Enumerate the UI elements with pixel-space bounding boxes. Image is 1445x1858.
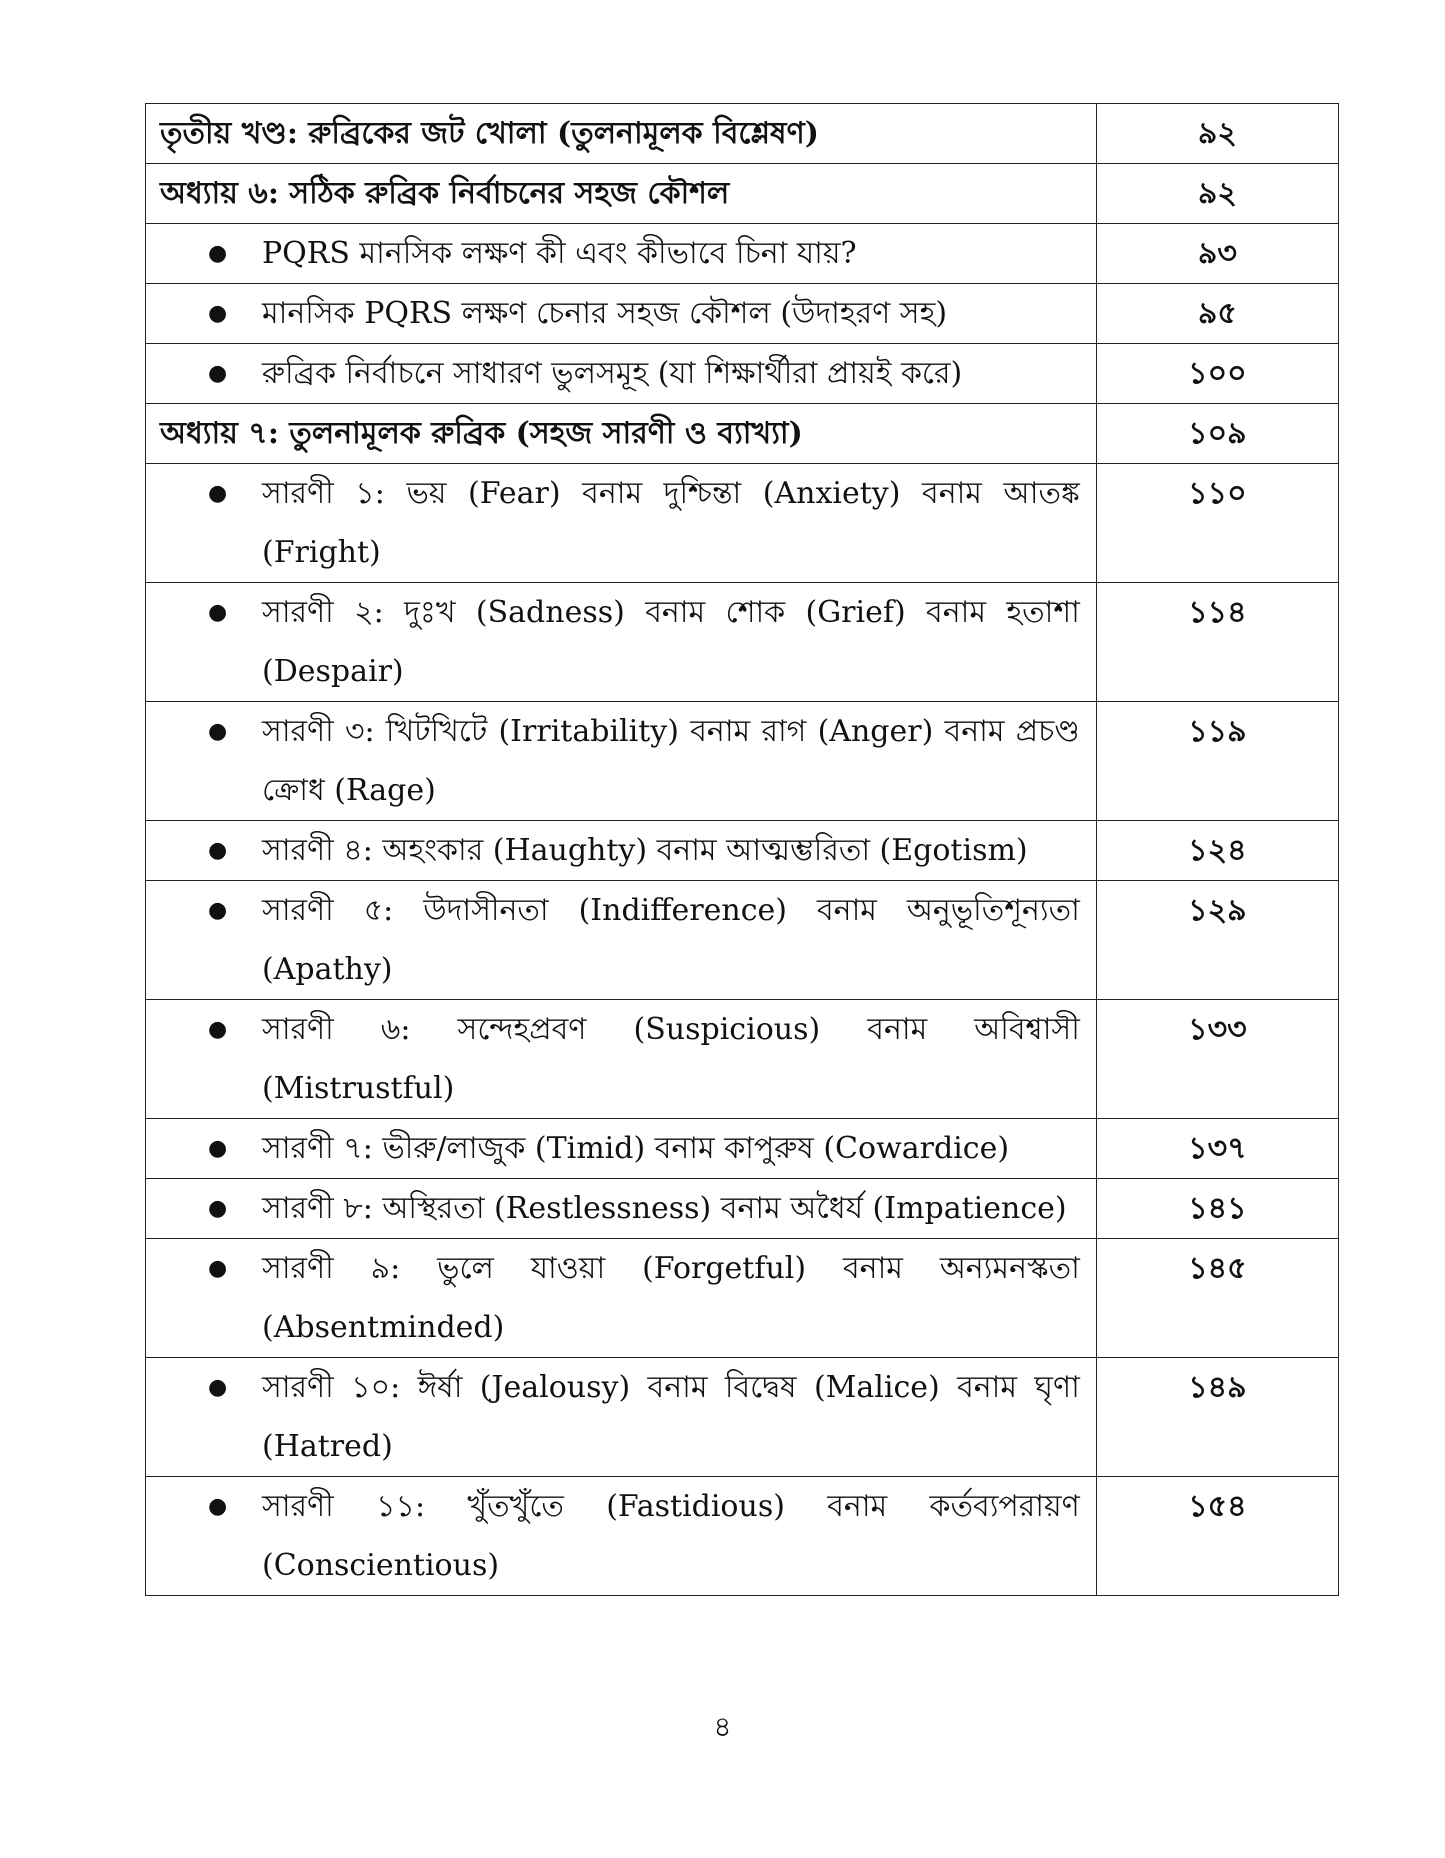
toc-item-cell [146,344,1097,404]
toc-item-title: সারণী ১১: খুঁতখুঁতে (Fastidious) বনাম কর্তব্যপরায়ণ (Conscientious) [262,1489,1080,1583]
toc-page-number: ১২৪ [1096,821,1338,881]
toc-row-heading [146,164,1339,224]
toc-page-number: ৯২ [1096,104,1338,164]
bullet-icon: ● [208,600,228,625]
toc-page-number: ৯৫ [1096,284,1338,344]
toc-row-item [146,821,1339,881]
toc-row-item [146,284,1339,344]
toc-item-title: সারণী ৭: ভীরু/লাজুক (Timid) বনাম কাপুরুষ (Cowardice) [262,1131,1010,1166]
toc-item-cell [146,224,1097,284]
toc-page-number: ৯৩ [1096,224,1338,284]
toc-page-number: ১৪৯ [1096,1358,1338,1477]
toc-row-item [146,1000,1339,1119]
bullet-icon: ● [208,481,228,506]
bullet-icon: ● [208,1375,228,1400]
toc-row-heading [146,104,1339,164]
footer-page-number: ৪ [713,1710,732,1743]
bullet-icon: ● [208,301,228,326]
toc-row-item [146,1119,1339,1179]
toc-item-cell [146,702,1097,821]
toc-item-cell [146,1000,1097,1119]
toc-row-item [146,1179,1339,1239]
toc-item-title: সারণী ১০: ঈর্ষা (Jealousy) বনাম বিদ্বেষ (Malice) বনাম ঘৃণা (Hatred) [262,1370,1080,1464]
bullet-icon: ● [208,361,228,386]
toc-item-title: সারণী ৪: অহংকার (Haughty) বনাম আত্মম্ভরিতা (Egotism) [262,833,1028,868]
bullet-icon: ● [208,1494,228,1519]
toc-page-number: ১৩৭ [1096,1119,1338,1179]
toc-item-cell [146,1119,1097,1179]
toc-row-item [146,1358,1339,1477]
toc-item-title: PQRS মানসিক লক্ষণ কী এবং কীভাবে চিনা যায়? [262,236,857,271]
toc-row-item [146,344,1339,404]
toc-item-title: সারণী ৮: অস্থিরতা (Restlessness) বনাম অধৈর্য (Impatience) [262,1191,1067,1226]
toc-item-cell [146,1179,1097,1239]
bullet-icon: ● [208,1196,228,1221]
toc-item-title: মানসিক PQRS লক্ষণ চেনার সহজ কৌশল (উদাহরণ সহ) [262,296,948,331]
toc-page-number: ১০০ [1096,344,1338,404]
toc-item-cell [146,1477,1097,1596]
toc-item-title: সারণী ১: ভয় (Fear) বনাম দুশ্চিন্তা (Anxiety) বনাম আতঙ্ক (Fright) [262,476,1080,570]
toc-page-number: ১০৯ [1096,404,1338,464]
bullet-icon: ● [208,1136,228,1161]
toc-row-item [146,583,1339,702]
toc-item-title: সারণী ৩: খিটখিটে (Irritability) বনাম রাগ (Anger) বনাম প্রচণ্ড ক্রোধ (Rage) [262,714,1080,808]
toc-page-number: ১৫৪ [1096,1477,1338,1596]
toc-heading-title: তৃতীয় খণ্ড: রুব্রিকের জট খোলা (তুলনামূলক বিশ্লেষণ) [146,104,1097,164]
toc-heading-title: অধ্যায় ৭: তুলনামূলক রুব্রিক (সহজ সারণী ও ব্যাখ্যা) [146,404,1097,464]
bullet-icon: ● [208,241,228,266]
toc-item-title: রুব্রিক নির্বাচনে সাধারণ ভুলসমূহ (যা শিক্ষার্থীরা প্রায়ই করে) [262,356,963,391]
toc-row-item [146,702,1339,821]
toc-item-title: সারণী ৫: উদাসীনতা (Indifference) বনাম অনুভূতিশূন্যতা (Apathy) [262,893,1080,987]
bullet-icon: ● [208,1256,228,1281]
toc-item-cell [146,1358,1097,1477]
toc-page-number: ১১৪ [1096,583,1338,702]
toc-page-number: ১৩৩ [1096,1000,1338,1119]
toc-item-cell [146,1239,1097,1358]
toc-page-number: ৯২ [1096,164,1338,224]
bullet-icon: ● [208,838,228,863]
toc-item-title: সারণী ৯: ভুলে যাওয়া (Forgetful) বনাম অন্যমনস্কতা (Absentminded) [262,1251,1080,1345]
toc-row-heading [146,404,1339,464]
toc-page-number: ১২৯ [1096,881,1338,1000]
toc-row-item [146,464,1339,583]
toc-row-item [146,1477,1339,1596]
toc-heading-title: অধ্যায় ৬: সঠিক রুব্রিক নির্বাচনের সহজ কৌশল [146,164,1097,224]
toc-row-item [146,224,1339,284]
toc-row-item [146,1239,1339,1358]
toc-page-number: ১১০ [1096,464,1338,583]
toc-item-cell [146,821,1097,881]
toc-page-number: ১৪৫ [1096,1239,1338,1358]
toc-item-cell [146,583,1097,702]
table-of-contents [145,103,1339,1596]
toc-row-item [146,881,1339,1000]
toc-item-cell [146,284,1097,344]
toc-item-title: সারণী ৬: সন্দেহপ্রবণ (Suspicious) বনাম অবিশ্বাসী (Mistrustful) [262,1012,1080,1106]
toc-item-cell [146,464,1097,583]
bullet-icon: ● [208,1017,228,1042]
toc-item-title: সারণী ২: দুঃখ (Sadness) বনাম শোক (Grief) বনাম হতাশা (Despair) [262,595,1080,689]
toc-page-number: ১৪১ [1096,1179,1338,1239]
bullet-icon: ● [208,719,228,744]
toc-item-cell [146,881,1097,1000]
toc-page-number: ১১৯ [1096,702,1338,821]
bullet-icon: ● [208,898,228,923]
